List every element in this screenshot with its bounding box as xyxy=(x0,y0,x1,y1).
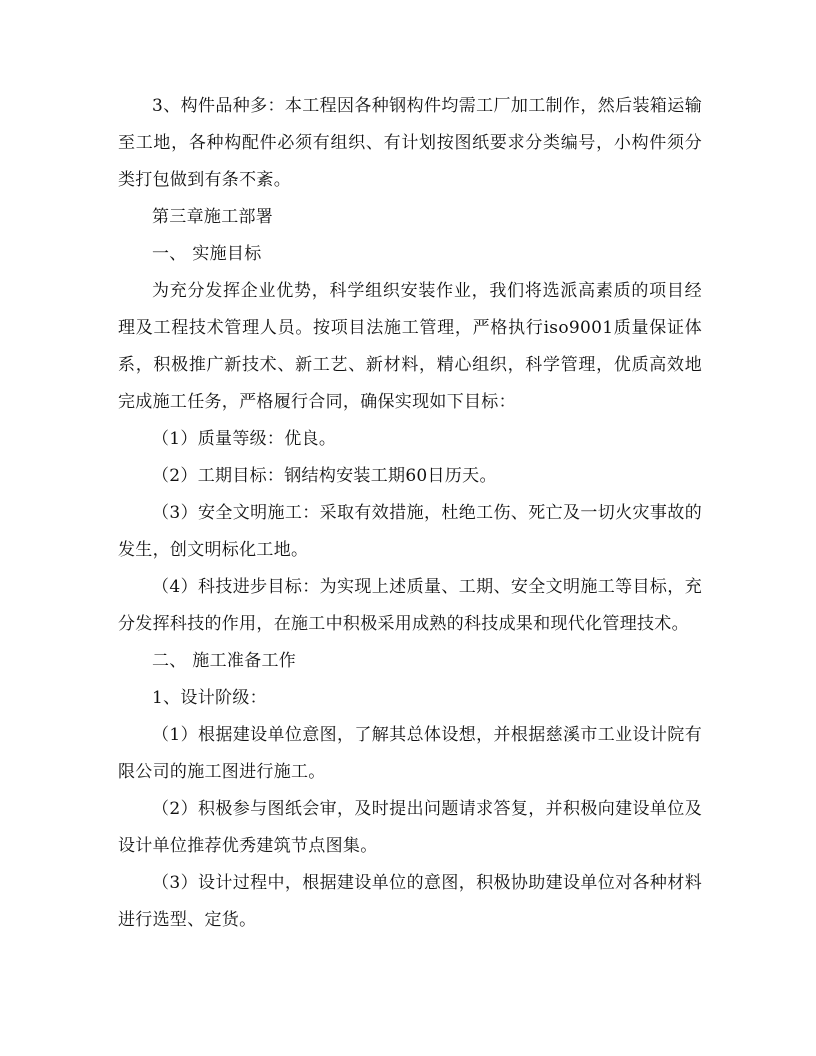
goal-quality: （1）质量等级：优良。 xyxy=(152,429,337,449)
document-body xyxy=(118,88,702,939)
section-heading-preparation: 二、 施工准备工作 xyxy=(152,651,297,671)
paragraph-component-variety: 3、构件品种多：本工程因各种钢构件均需工厂加工制作，然后装箱运输至工地，各种构配件必须有组织、有计划按图纸要求分类编号，小构件须分类打包做到有条不紊。 xyxy=(118,96,702,190)
goal-safety: （3）安全文明施工：采取有效措施，杜绝工伤、死亡及一切火灾事故的发生，创文明标化工地。 xyxy=(118,503,702,560)
paragraph-goals-intro: 为充分发挥企业优势，科学组织安装作业，我们将选派高素质的项目经理及工程技术管理人员。按项目法施工管理，严格执行iso9001质量保证体系，积极推广新技术、新工艺、新材料，精心组织，科学管理，优质高效地完成施工任务，严格履行合同，确保实现如下目标： xyxy=(118,281,702,412)
subsection-design-stage: 1、设计阶级： xyxy=(152,688,267,708)
section-heading-goals: 一、 实施目标 xyxy=(152,244,262,264)
goal-schedule: （2）工期目标：钢结构安装工期60日历天。 xyxy=(152,466,497,486)
chapter-heading: 第三章施工部署 xyxy=(152,207,274,227)
design-item-2: （2）积极参与图纸会审，及时提出问题请求答复，并积极向建设单位及设计单位推荐优秀建筑节点图集。 xyxy=(118,799,702,856)
goal-technology: （4）科技进步目标：为实现上述质量、工期、安全文明施工等目标，充分发挥科技的作用，在施工中积极采用成熟的科技成果和现代化管理技术。 xyxy=(118,577,702,634)
design-item-3: （3）设计过程中，根据建设单位的意图，积极协助建设单位对各种材料进行选型、定货。 xyxy=(118,873,702,930)
design-item-1: （1）根据建设单位意图，了解其总体设想，并根据慈溪市工业设计院有限公司的施工图进行施工。 xyxy=(118,725,702,782)
